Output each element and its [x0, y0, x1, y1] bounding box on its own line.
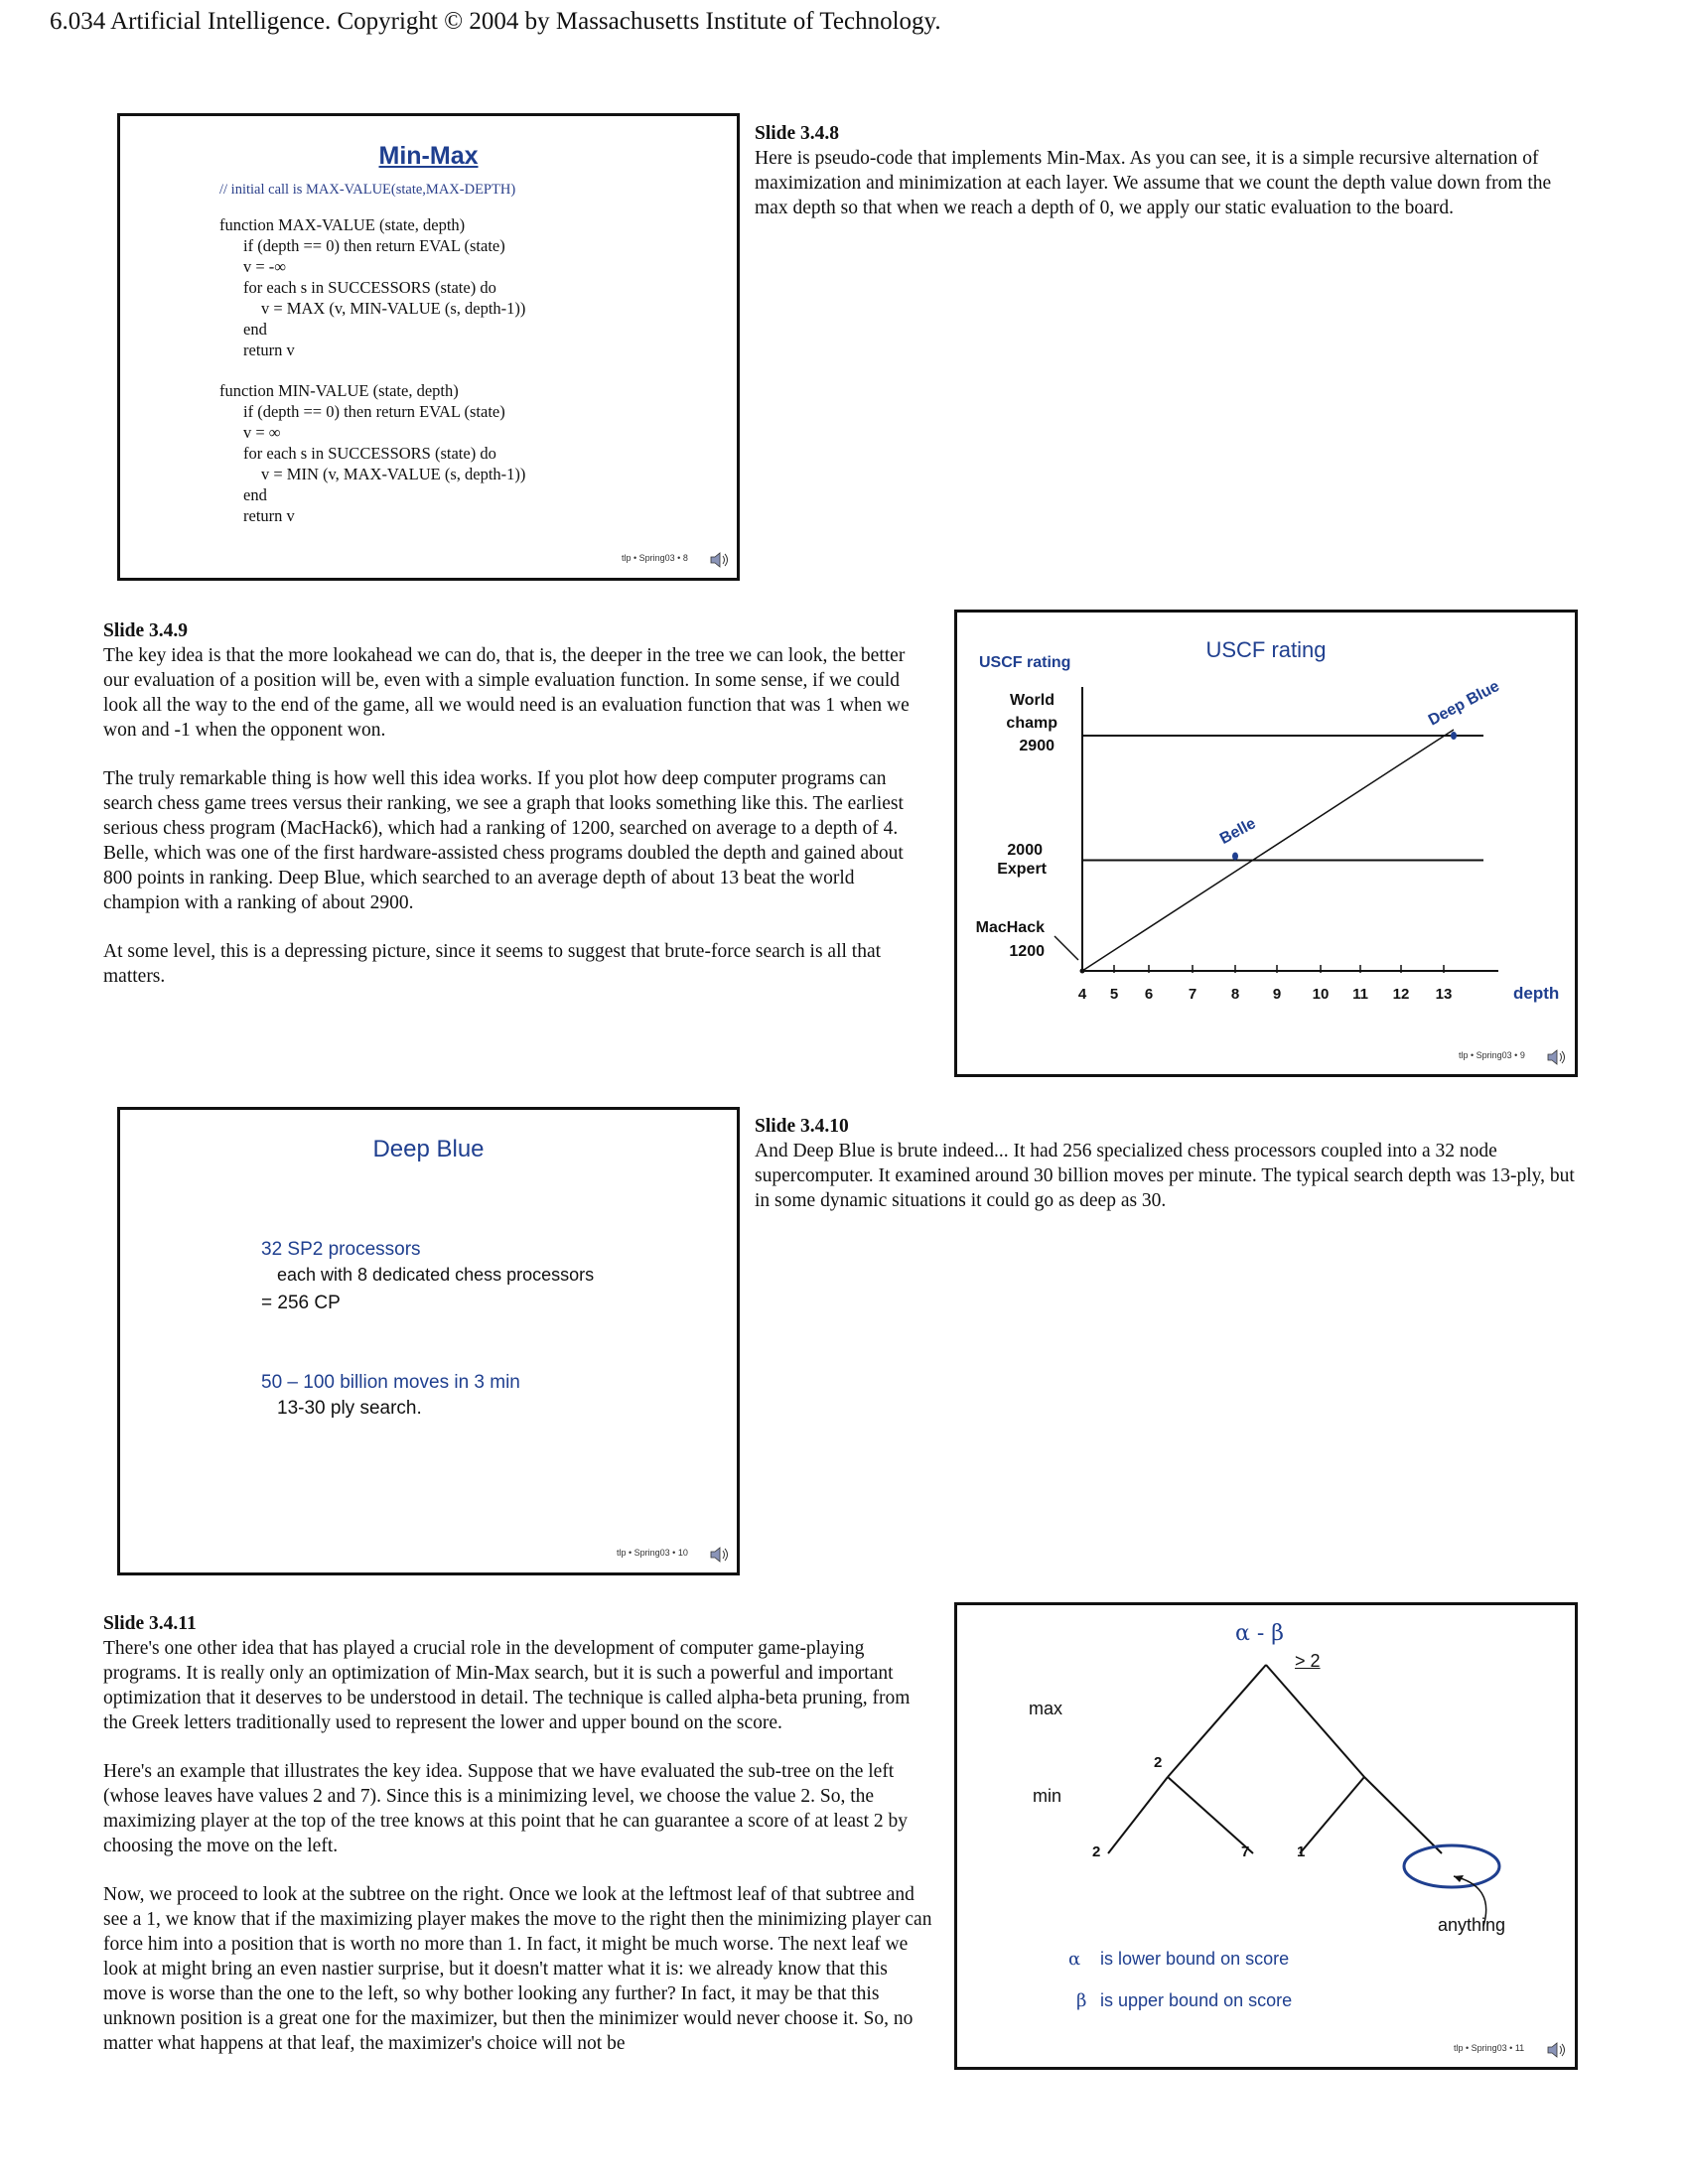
code-line: v = -∞: [243, 257, 287, 276]
slide-deep-blue: [117, 1107, 740, 1575]
slide-body: Here is pseudo-code that implements Min-Max. As you can see, it is a simple recursive alternation of maximization and minimization at each layer. We assume that we count the depth value down from the max depth so that when we reach a depth of 0, we apply our static evaluation to the board.: [755, 148, 1552, 218]
data-point-belle: [1232, 852, 1238, 860]
bullet-moves: 50 – 100 billion moves in 3 min: [261, 1372, 520, 1393]
y-label-world: World: [1009, 692, 1055, 709]
y-label-1200: 1200: [1009, 943, 1045, 960]
tree-edge: [1168, 1665, 1266, 1777]
y-axis-label: USCF rating: [979, 654, 1071, 671]
slide-3-4-10-text: [755, 1114, 1589, 1213]
slide-heading: Slide 3.4.8: [755, 123, 840, 144]
x-tick-label: 10: [1312, 986, 1330, 1003]
code-line: if (depth == 0) then return EVAL (state): [243, 402, 505, 421]
slide-alpha-beta: [954, 1602, 1578, 2070]
code-line: for each s in SUCCESSORS (state) do: [243, 444, 496, 463]
tree-edge: [1364, 1777, 1442, 1853]
paragraph: At some level, this is a depressing picture, since it seems to suggest that brute-force search is all that matters.: [103, 941, 882, 987]
max-level-label: max: [1029, 1699, 1063, 1718]
beta-symbol: β: [1076, 1990, 1087, 2011]
y-label-champ: champ: [1006, 715, 1057, 732]
paragraph: The key idea is that the more lookahead we can do, that is, the deeper in the tree we can look, the better our evaluation of a position will be, even with a simple evaluation function. In some sense, if we could look all the way to the end of the game, all we would need is an evaluation function that was 1 when we won and -1 when the opponent won.: [103, 645, 910, 741]
code-line: return v: [243, 506, 295, 525]
bullet-processors: 32 SP2 processors: [261, 1239, 421, 1260]
data-point-deep-blue: [1451, 732, 1457, 740]
slide-3-4-8-text: [755, 121, 1589, 220]
slide-body: And Deep Blue is brute indeed... It had 256 specialized chess processors coupled into a 32 node supercomputer. It examined around 30 billion moves per minute. The typical search depth was 13-ply, but in some dynamic situations it could go as deep as 30.: [755, 1141, 1575, 1211]
machack-pointer: [1055, 936, 1078, 960]
x-tick-label: 11: [1352, 986, 1368, 1003]
paragraph: Here's an example that illustrates the key idea. Suppose that we have evaluated the sub-tree on the left (whose leaves have values 2 and 7). Since this is a minimizing level, we choose the value 2. So, the maximizing player at the top of the tree knows at this point that he can guarantee a score of at least 2 by choosing the move on the left.: [103, 1761, 909, 1856]
slide-heading: Slide 3.4.9: [103, 620, 189, 641]
root-value: > 2: [1295, 1651, 1321, 1671]
tree-edge: [1300, 1777, 1364, 1853]
paragraph: The truly remarkable thing is how well this idea works. If you plot how deep computer programs can search chess game trees versus their ranking, we see a graph that looks something like this. The earliest serious chess program (MacHack6), which had a ranking of 1200, searched on average to a depth of 4. Belle, which was one of the first hardware-assisted chess programs doubled the depth and gained about 800 points in ranking. Deep Blue, which searched to an average depth of about 13 beat the world champion with a ranking of about 2900.: [103, 768, 904, 913]
data-label-deep-blue: Deep Blue: [1425, 677, 1502, 730]
y-label-expert: Expert: [997, 861, 1047, 878]
code-line: function MAX-VALUE (state, depth): [219, 215, 466, 234]
bullet-sub: each with 8 dedicated chess processors: [277, 1265, 595, 1285]
code-line: if (depth == 0) then return EVAL (state): [243, 236, 505, 255]
slide-footer: tlp • Spring03 • 10: [617, 1548, 688, 1558]
x-tick-label: 5: [1109, 986, 1119, 1003]
speaker-icon[interactable]: [708, 549, 730, 571]
y-label-2000: 2000: [1007, 842, 1043, 859]
pruned-leaf-ellipse: [1404, 1845, 1499, 1887]
paragraph: There's one other idea that has played a crucial role in the development of computer game-playing programs. It is really only an optimization of Min-Max search, but it is such a powerful and important optimization that it deserves to be understood in detail. The technique is called alpha-beta pruning, from the Greek letters traditionally used to represent the lower and upper bound on the score.: [103, 1638, 911, 1733]
x-tick-label: 12: [1392, 986, 1410, 1003]
x-tick-label: 4: [1077, 986, 1087, 1003]
chart-title: USCF rating: [1205, 637, 1327, 662]
x-tick-label: 13: [1435, 986, 1453, 1003]
bullet-ply: 13-30 ply search.: [277, 1398, 422, 1419]
slide-footer: tlp • Spring03 • 8: [622, 553, 688, 563]
leaf-value: 7: [1241, 1843, 1250, 1860]
slide-3-4-11-text: [103, 1611, 935, 2080]
data-label-belle: Belle: [1216, 815, 1259, 849]
data-point-machack: [1080, 969, 1085, 974]
min-level-label: min: [1033, 1786, 1062, 1806]
y-label-machack: MacHack: [975, 919, 1045, 936]
tree-edge: [1266, 1665, 1364, 1777]
speaker-icon[interactable]: [1545, 2039, 1567, 2061]
series-line: [1082, 730, 1454, 971]
slide-title: Min-Max: [378, 142, 479, 170]
code-line: return v: [243, 341, 295, 359]
uscf-rating-chart: [957, 613, 1575, 1074]
beta-definition: is upper bound on score: [1100, 1990, 1293, 2010]
slide-heading: Slide 3.4.11: [103, 1613, 197, 1634]
code-comment: // initial call is MAX-VALUE(state,MAX-DEPTH): [219, 182, 516, 198]
anything-label: anything: [1438, 1915, 1506, 1935]
x-axis-label: depth: [1513, 984, 1560, 1003]
slide-title: Deep Blue: [372, 1136, 485, 1162]
slide-3-4-9-text: [103, 618, 935, 1013]
min-node-value: 2: [1154, 1754, 1163, 1771]
tree-edge: [1108, 1777, 1168, 1853]
slide-uscf-chart: [954, 610, 1578, 1077]
code-line: for each s in SUCCESSORS (state) do: [243, 278, 496, 297]
speaker-icon[interactable]: [708, 1544, 730, 1566]
slide-heading: Slide 3.4.10: [755, 1116, 849, 1137]
leaf-value: 1: [1297, 1843, 1306, 1860]
x-tick-label: 8: [1230, 986, 1240, 1003]
code-line: v = ∞: [243, 423, 281, 442]
code-line: end: [243, 320, 267, 339]
alpha-definition: is lower bound on score: [1100, 1949, 1290, 1969]
tree-edge: [1168, 1777, 1253, 1853]
slide-footer: tlp • Spring03 • 9: [1459, 1050, 1525, 1060]
code-line: v = MAX (v, MIN-VALUE (s, depth-1)): [261, 299, 526, 318]
code-line: end: [243, 485, 267, 504]
y-label-2900: 2900: [1019, 738, 1055, 754]
x-tick-label: 9: [1272, 986, 1282, 1003]
alpha-beta-title: α - β: [1235, 1621, 1284, 1646]
speaker-icon[interactable]: [1545, 1046, 1567, 1068]
code-line: v = MIN (v, MAX-VALUE (s, depth-1)): [261, 465, 526, 483]
bullet-cp: = 256 CP: [261, 1293, 341, 1313]
x-tick-label: 6: [1144, 986, 1154, 1003]
slide-footer: tlp • Spring03 • 11: [1454, 2043, 1525, 2053]
slide-min-max: [117, 113, 740, 581]
alpha-symbol: α: [1068, 1949, 1081, 1970]
page-header: 6.034 Artificial Intelligence. Copyright © 2004 by Massachusetts Institute of Technology.: [50, 8, 941, 35]
x-tick-label: 7: [1188, 986, 1197, 1003]
paragraph: Now, we proceed to look at the subtree on the right. Once we look at the leftmost leaf of that subtree and see a 1, we know that if the maximizing player makes the move to the right then the minimizing player can force him into a position that is worth no more than 1. In fact, it might be much worse. The next leaf we look at might bring an even nastier surprise, but it doesn't matter what it is: we already know that this move is worse than the one to the left, so why bother looking any further? In fact, it may be that this unknown position is a great one for the maximizer, but then the minimizer would never choose it. So, no matter what happens at that leaf, the maximizer's choice will not be: [103, 1884, 932, 2054]
code-line: function MIN-VALUE (state, depth): [219, 381, 459, 400]
leaf-value: 2: [1092, 1843, 1101, 1860]
